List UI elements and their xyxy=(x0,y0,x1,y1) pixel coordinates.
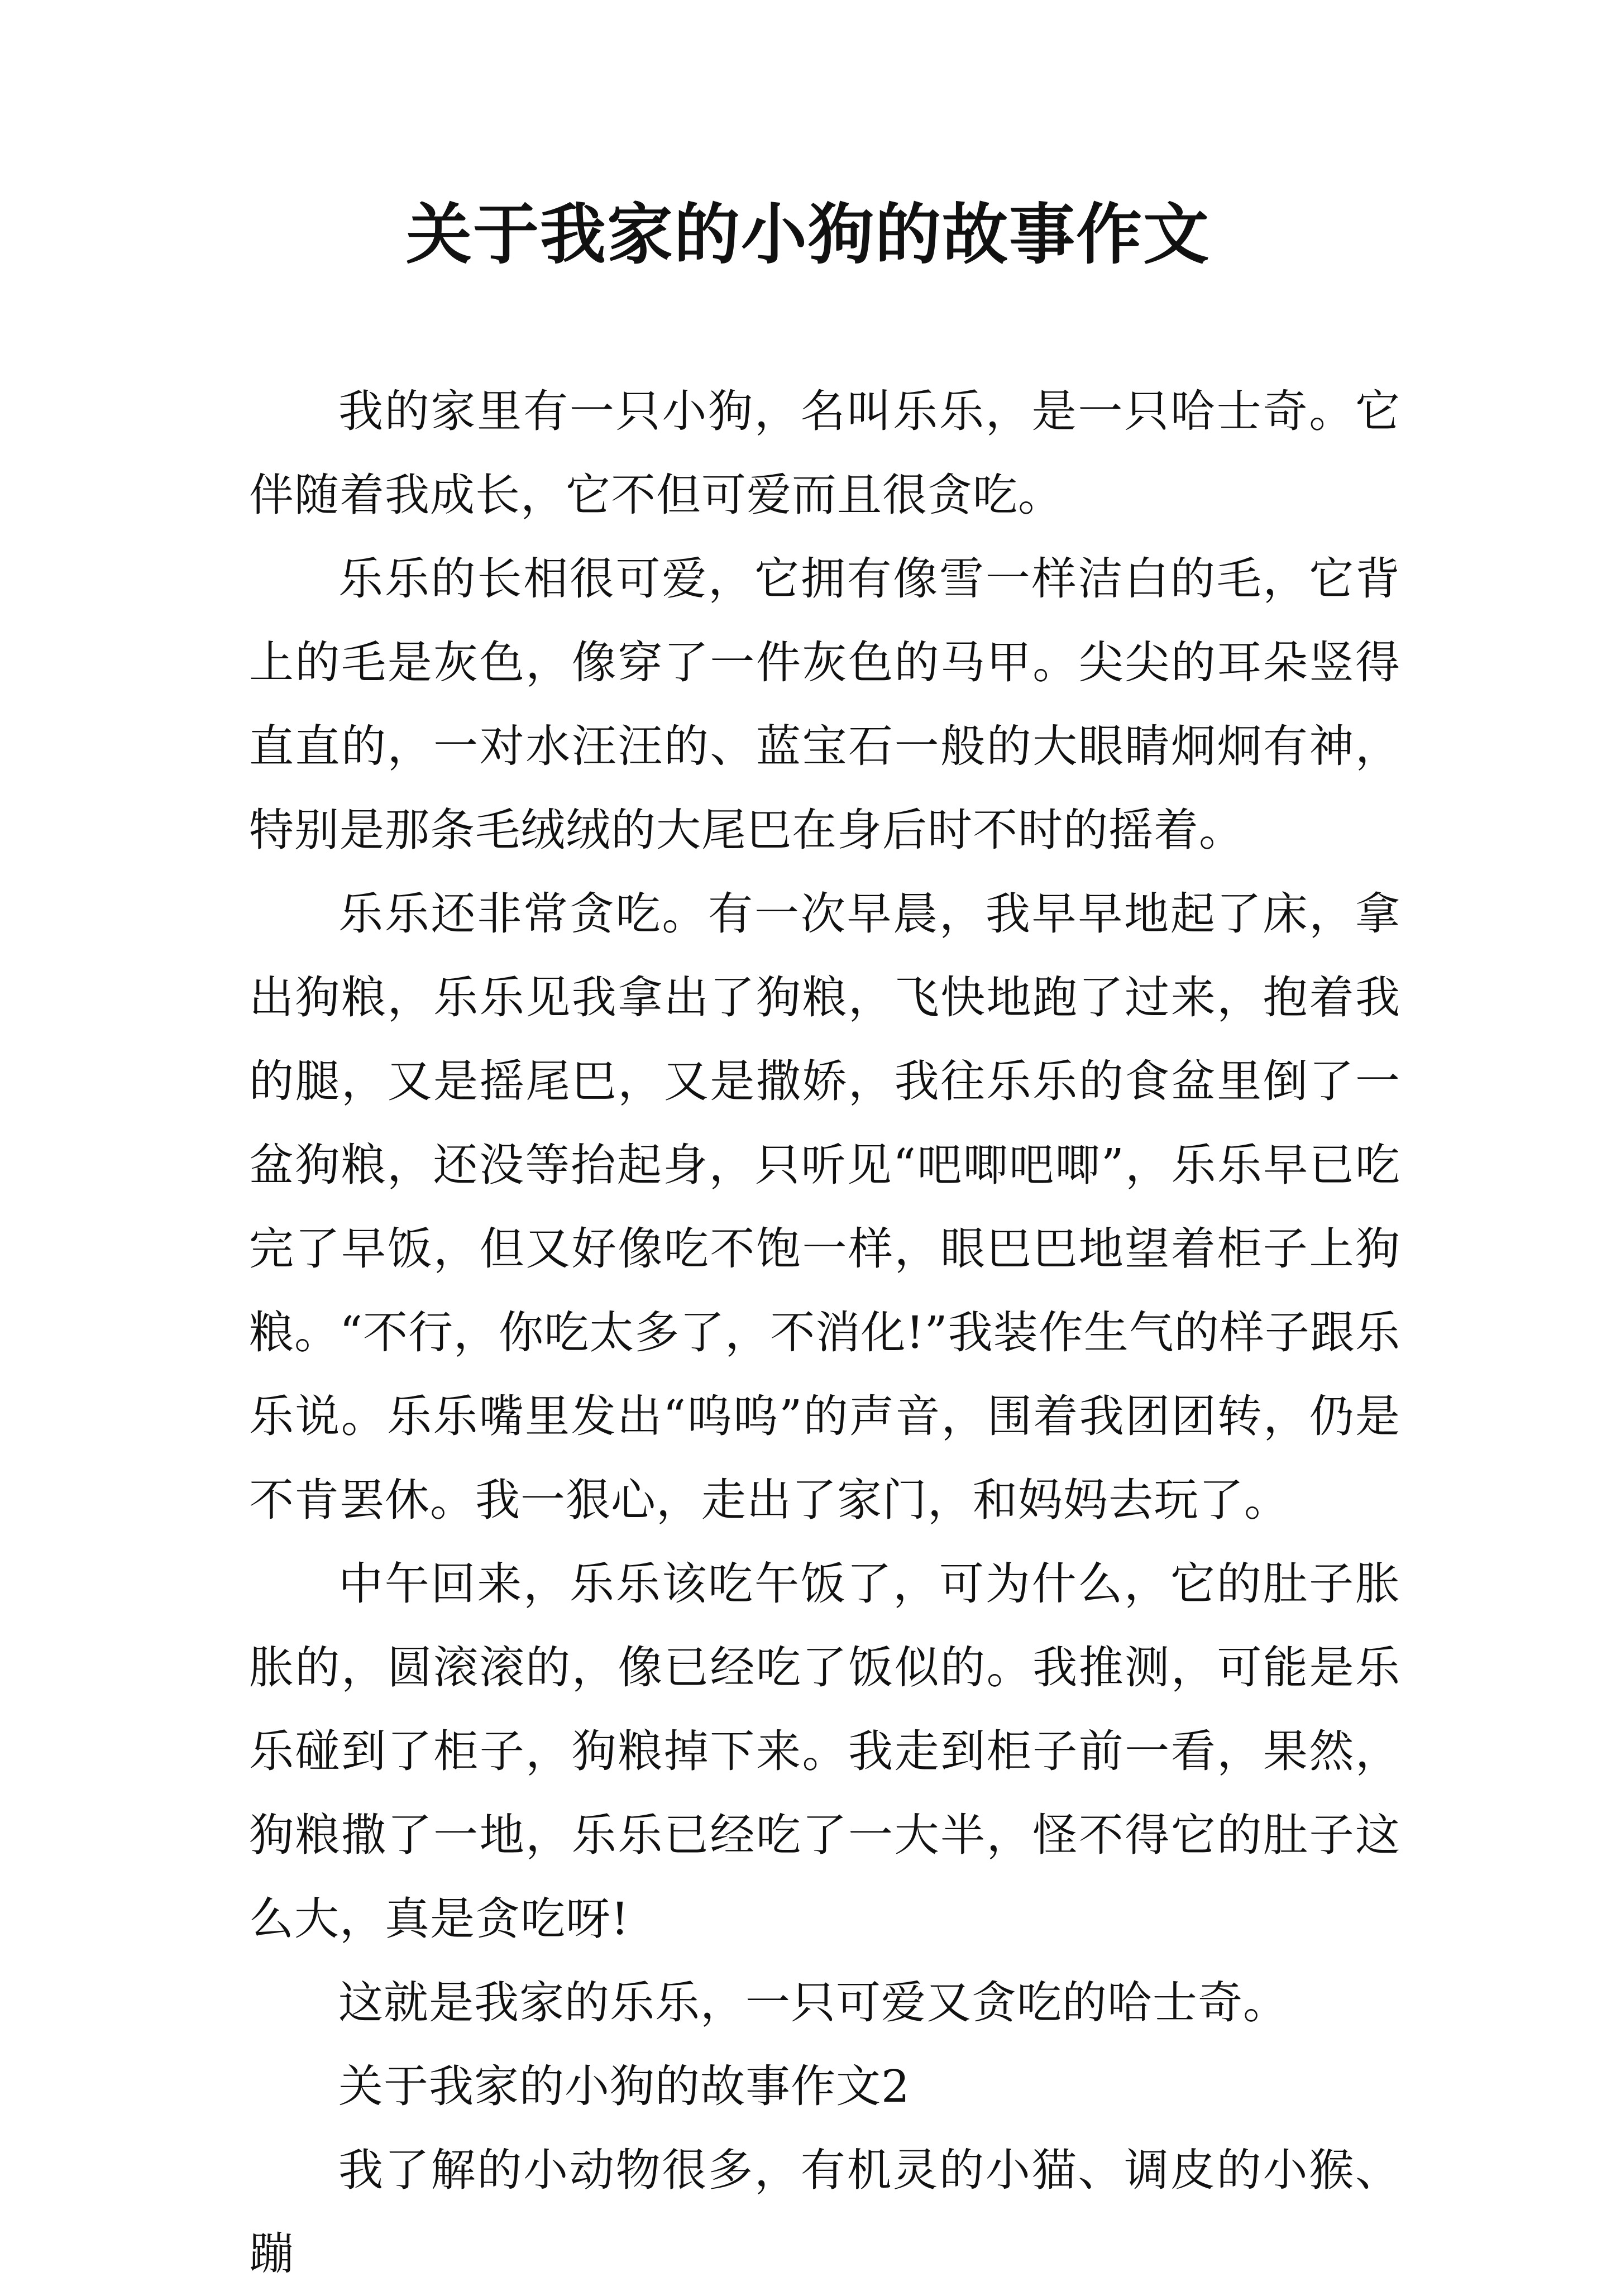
paragraph: 我了解的小动物很多，有机灵的小猫、调皮的小猴、蹦 xyxy=(249,2144,1400,2280)
section-heading: 关于我家的小狗的故事作文2 xyxy=(338,2060,910,2112)
document-body xyxy=(249,370,1400,2296)
document-title: 关于我家的小狗的故事作文 xyxy=(405,195,1210,273)
paragraph: 我的家里有一只小狗，名叫乐乐，是一只哈士奇。它伴随着我成长，它不但可爱而且很贪吃。 xyxy=(249,385,1400,521)
paragraph: 乐乐的长相很可爱，它拥有像雪一样洁白的毛，它背上的毛是灰色，像穿了一件灰色的马甲。尖尖的耳朵竖得直直的，一对水汪汪的、蓝宝石一般的大眼睛炯炯有神，特别是那条毛绒绒的大尾巴在身后时不时的摇着。 xyxy=(249,553,1400,856)
paragraph: 中午回来，乐乐该吃午饭了，可为什么，它的肚子胀胀的，圆滚滚的，像已经吃了饭似的。我推测，可能是乐乐碰到了柜子，狗粮掉下来。我走到柜子前一看，果然，狗粮撒了一地，乐乐已经吃了一大半，怪不得它的肚子这么大，真是贪吃呀! xyxy=(249,1558,1400,1945)
paragraph: 乐乐还非常贪吃。有一次早晨，我早早地起了床，拿出狗粮，乐乐见我拿出了狗粮，飞快地跑了过来，抱着我的腿，又是摇尾巴，又是撒娇，我往乐乐的食盆里倒了一盆狗粮，还没等抬起身，只听见“吧唧吧唧”，乐乐早已吃完了早饭，但又好像吃不饱一样，眼巴巴地望着柜子上狗粮。“不行，你吃太多了，不消化!”我装作生气的样子跟乐乐说。乐乐嘴里发出“呜呜”的声音，围着我团团转，仍是不肯罢休。我一狠心，走出了家门，和妈妈去玩了。 xyxy=(249,888,1400,1526)
paragraph: 这就是我家的乐乐，一只可爱又贪吃的哈士奇。 xyxy=(338,1977,1288,2029)
